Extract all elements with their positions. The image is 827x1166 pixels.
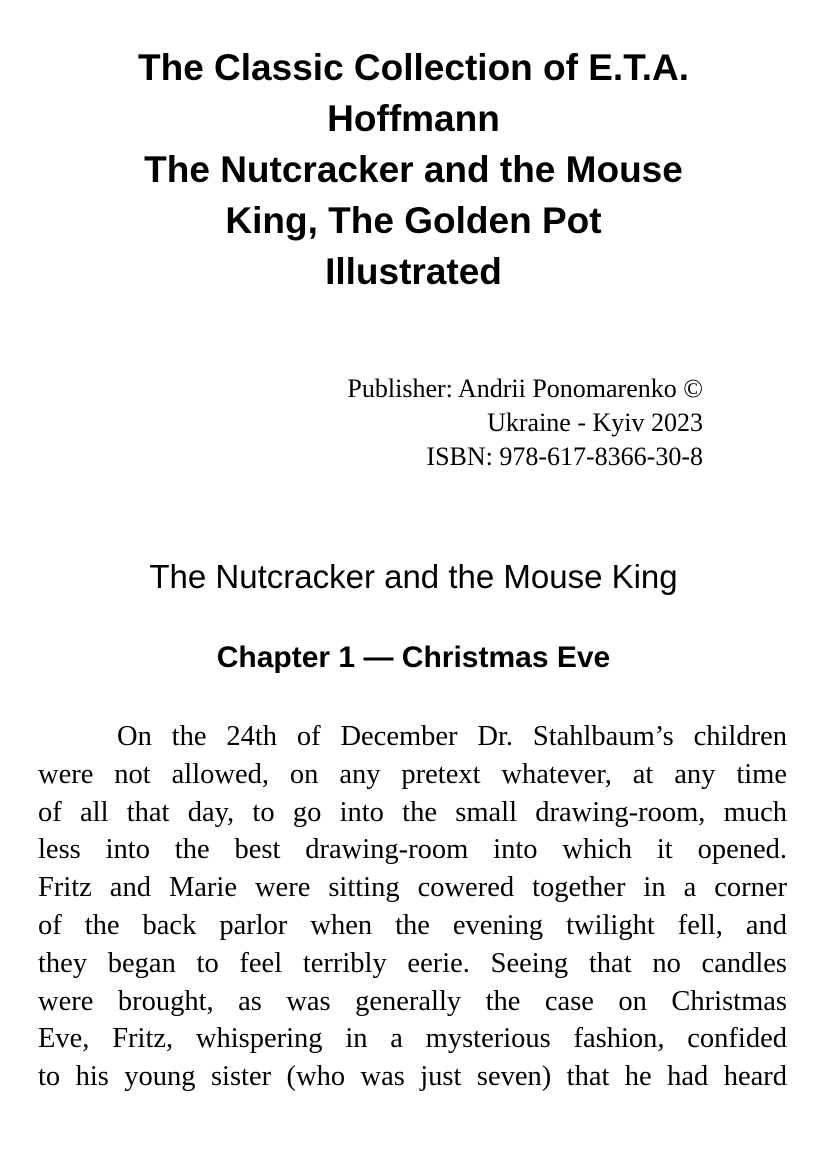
location-year-line: Ukraine - Kyiv 2023 — [487, 408, 703, 437]
body-text-line: Eve, Fritz, whispering in a mysterious fashion, confided — [38, 1023, 787, 1055]
book-title-line: Hoffmann — [327, 98, 500, 139]
body-text-line: of the back parlor when the evening twilight fell, and — [38, 909, 787, 941]
imprint-block — [347, 372, 703, 474]
publisher-line: Publisher: Andrii Ponomarenko © — [347, 374, 703, 403]
book-title — [40, 42, 787, 297]
book-title-line: The Nutcracker and the Mouse — [144, 149, 683, 190]
body-text-line: were not allowed, on any pretext whatever, at any time — [38, 758, 787, 790]
story-title: The Nutcracker and the Mouse King — [149, 558, 678, 595]
book-title-line: King, The Golden Pot — [225, 200, 602, 241]
book-title-line: The Classic Collection of E.T.A. — [138, 47, 689, 88]
body-text-line: Fritz and Marie were sitting cowered together in a corner — [38, 872, 787, 904]
book-title-line: Illustrated — [325, 251, 502, 292]
body-text-line: they began to feel terribly eerie. Seeing that no candles — [38, 947, 787, 979]
body-text-line: less into the best drawing-room into which it opened. — [38, 834, 787, 866]
chapter-title: Chapter 1 — Christmas Eve — [216, 641, 611, 674]
isbn-line: ISBN: 978-617-8366-30-8 — [426, 442, 703, 471]
body-text-line: On the 24th of December Dr. Stahlbaum’s children — [117, 721, 787, 752]
body-text-line: were brought, as was generally the case on Christmas — [38, 985, 787, 1017]
body-text-line: to his young sister (who was just seven) that he had heard — [38, 1061, 787, 1093]
body-text-line: of all that day, to go into the small drawing-room, much — [38, 796, 787, 828]
chapter-body-paragraph — [38, 718, 787, 1096]
